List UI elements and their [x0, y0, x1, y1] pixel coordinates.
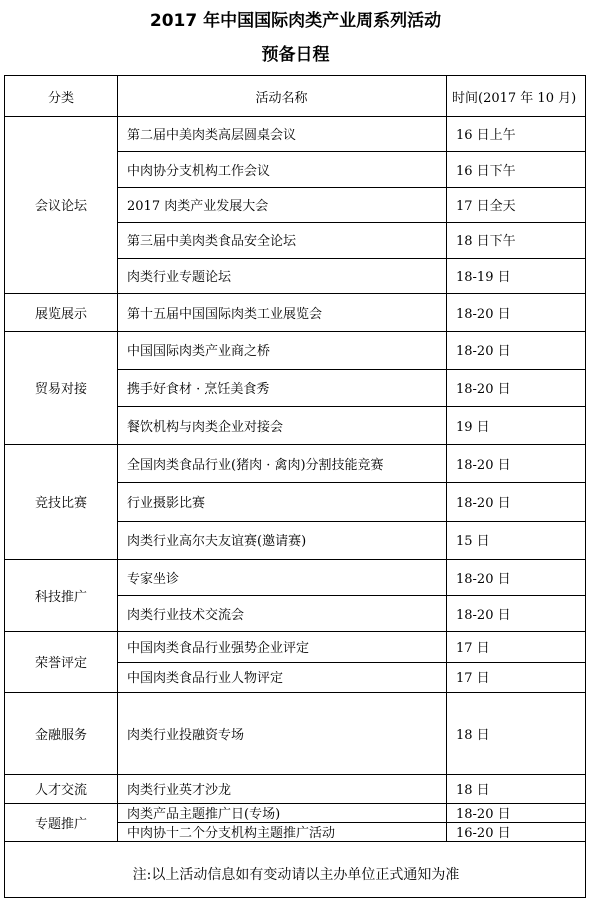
- row-divider: [117, 151, 585, 152]
- row-divider: [117, 595, 585, 596]
- row-divider: [117, 521, 585, 522]
- activity-cell: 肉类行业高尔夫友谊赛(邀请赛): [127, 534, 307, 550]
- activity-cell: 肉类行业投融资专场: [127, 727, 245, 743]
- category-cell: 会议论坛: [34, 199, 87, 214]
- row-divider: [117, 406, 585, 407]
- time-cell: 18-20 日: [456, 344, 511, 360]
- time-cell: 18-20 日: [456, 457, 511, 473]
- category-cell: 人才交流: [34, 783, 87, 798]
- category-cell: 荣誉评定: [34, 656, 87, 671]
- category-cell: 金融服务: [34, 727, 87, 743]
- time-cell: 18-19 日: [456, 269, 511, 285]
- document-subtitle: 预备日程: [261, 45, 330, 65]
- activity-cell: 专家坐诊: [127, 571, 180, 587]
- footnote: 注:以上活动信息如有变动请以主办单位正式通知为准: [132, 867, 460, 883]
- time-cell: 16 日下午: [456, 163, 516, 179]
- time-cell: 18-20 日: [456, 306, 511, 322]
- activity-cell: 第十五届中国国际肉类工业展览会: [127, 306, 323, 322]
- row-divider: [117, 482, 585, 483]
- time-cell: 18-20 日: [456, 495, 511, 511]
- time-cell: 17 日全天: [456, 198, 516, 214]
- time-cell: 18-20 日: [456, 807, 511, 822]
- activity-cell: 中国国际肉类产业商之桥: [127, 344, 271, 360]
- time-cell: 15 日: [456, 534, 490, 550]
- activity-cell: 携手好食材 · 烹饪美食秀: [127, 381, 270, 397]
- document-title: 2017 年中国国际肉类产业周系列活动: [149, 11, 442, 31]
- time-cell: 18-20 日: [456, 381, 511, 397]
- activity-cell: 行业摄影比赛: [127, 495, 206, 511]
- activity-cell: 第三届中美肉类食品安全论坛: [127, 234, 297, 250]
- activity-cell: 中肉协十二个分支机构主题推广活动: [127, 826, 336, 841]
- category-cell: 科技推广: [34, 589, 87, 605]
- row-divider: [117, 369, 585, 370]
- time-cell: 16-20 日: [456, 826, 511, 841]
- time-cell: 18-20 日: [456, 607, 511, 623]
- row-divider: [117, 258, 585, 259]
- time-cell: 17 日: [456, 671, 490, 687]
- activity-cell: 肉类行业专题论坛: [127, 269, 232, 285]
- row-divider: [117, 187, 585, 188]
- header-category: 分类: [47, 90, 74, 106]
- category-cell: 竞技比赛: [34, 496, 87, 511]
- category-cell: 展览展示: [34, 306, 87, 322]
- activity-cell: 肉类行业技术交流会: [127, 607, 245, 623]
- activity-cell: 肉类行业英才沙龙: [127, 783, 232, 798]
- time-cell: 18 日下午: [456, 234, 516, 250]
- activity-cell: 全国肉类食品行业(猪肉 · 禽肉)分割技能竞赛: [127, 457, 384, 473]
- row-divider: [117, 222, 585, 223]
- row-divider: [117, 662, 585, 663]
- time-cell: 19 日: [456, 419, 490, 435]
- header-activity: 活动名称: [255, 90, 308, 106]
- row-divider: [117, 822, 585, 823]
- row-divider: [5, 841, 585, 842]
- header-time: 时间(2017 年 10 月): [452, 90, 577, 106]
- activity-cell: 2017 肉类产业发展大会: [127, 198, 269, 214]
- time-cell: 18-20 日: [456, 571, 511, 587]
- activity-cell: 第二届中美肉类高层圆桌会议: [127, 128, 297, 144]
- schedule-table: [4, 75, 586, 898]
- category-cell: 贸易对接: [34, 382, 87, 397]
- activity-cell: 中肉协分支机构工作会议: [127, 163, 271, 179]
- time-cell: 18 日: [456, 727, 490, 743]
- category-cell: 专题推广: [34, 816, 87, 832]
- activity-cell: 中国肉类食品行业强势企业评定: [127, 640, 310, 656]
- activity-cell: 肉类产品主题推广日(专场): [127, 807, 281, 822]
- time-cell: 16 日上午: [456, 128, 516, 144]
- time-cell: 17 日: [456, 640, 490, 656]
- time-cell: 18 日: [456, 783, 490, 798]
- activity-cell: 餐饮机构与肉类企业对接会: [127, 419, 284, 435]
- activity-cell: 中国肉类食品行业人物评定: [127, 671, 284, 687]
